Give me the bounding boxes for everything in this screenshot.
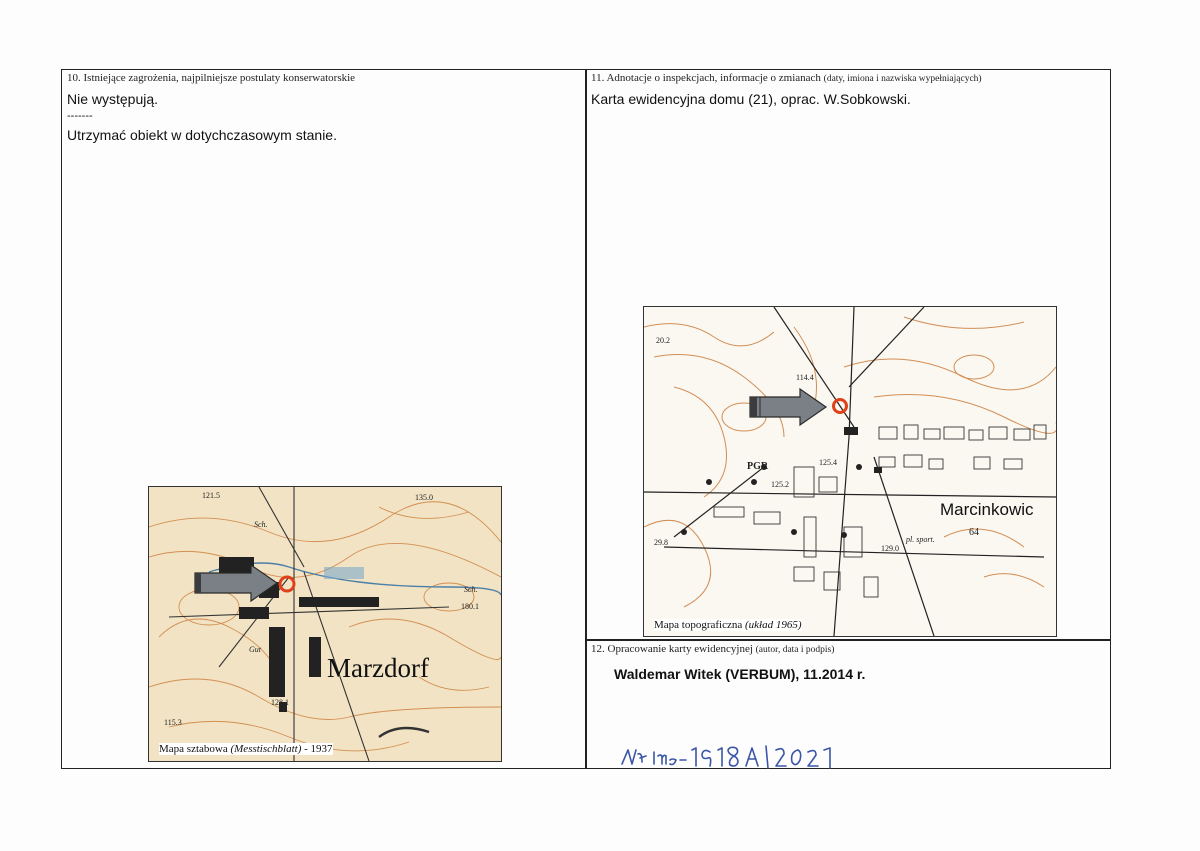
map-right-label-4: 125.4 [819,458,837,467]
map-right-label-5: 125.2 [771,480,789,489]
section12-label-hint: (autor, data i podpis) [755,645,835,655]
map-right-label-7: 29.8 [654,538,668,547]
map-sztabowa [148,486,502,762]
map-right-caption-italic: (układ 1965) [745,619,802,631]
map-topograficzna [643,306,1057,637]
section12-author: Waldemar Witek (VERBUM), 11.2014 r. [614,666,866,682]
map-left-label-1: 121.5 [202,491,220,500]
map-topograficzna-graphic [644,307,1056,636]
map-right-town: Marcinkowic [940,500,1034,519]
section11-label-main: 11. Adnotacje o inspekcjach, informacje o zmianach [591,72,821,84]
section10-separator: ------- [67,110,93,122]
map-left-caption [159,743,333,755]
map-left-label-3: Sch. [254,520,268,529]
map-right-caption [654,619,802,631]
section11-value: Karta ewidencyjna domu (21), oprac. W.Sobkowski. [591,91,911,107]
map-left-caption-prefix: Mapa sztabowa [159,743,228,755]
section10-line1: Nie występują. [67,91,159,107]
map-right-caption-prefix: Mapa topograficzna [654,619,743,631]
map-right-label-9: pl. sport. [906,535,935,544]
section11-label-hint: (daty, imiona i nazwiska wypełniających) [823,74,982,84]
map-left-caption-suffix: - 1937 [304,743,333,755]
map-right-label-6: 64 [969,527,979,538]
map-sztabowa-graphic [149,487,501,761]
section10-label: 10. Istniejące zagrożenia, najpilniejsze postulaty konserwatorskie [67,72,356,84]
map-left-town: Marzdorf [327,653,429,683]
row-divider [585,639,1111,641]
map-right-label-8: 129.0 [881,544,899,553]
map-right-label-2: 114.4 [796,373,814,382]
section12-label-main: 12. Opracowanie karty ewidencyjnej [591,643,753,655]
map-left-label-8: 115.3 [164,718,182,727]
column-divider [585,69,587,769]
map-left-label-2: 135.0 [415,493,433,502]
section11-label [591,72,982,84]
map-right-label-3: PGR [747,461,769,472]
section10-line2: Utrzymać obiekt w dotychczasowym stanie. [67,127,337,143]
map-left-label-5: 180.1 [461,602,479,611]
map-right-label-1: 20.2 [656,336,670,345]
map-left-label-7: 128.1 [271,698,289,707]
map-left-label-6: Gut [249,645,261,654]
section12-label [591,643,834,655]
handwritten-inventory-note [618,740,848,774]
map-left-caption-italic: (Messtischblatt) [230,743,302,755]
map-left-label-4: Sch. [464,585,478,594]
